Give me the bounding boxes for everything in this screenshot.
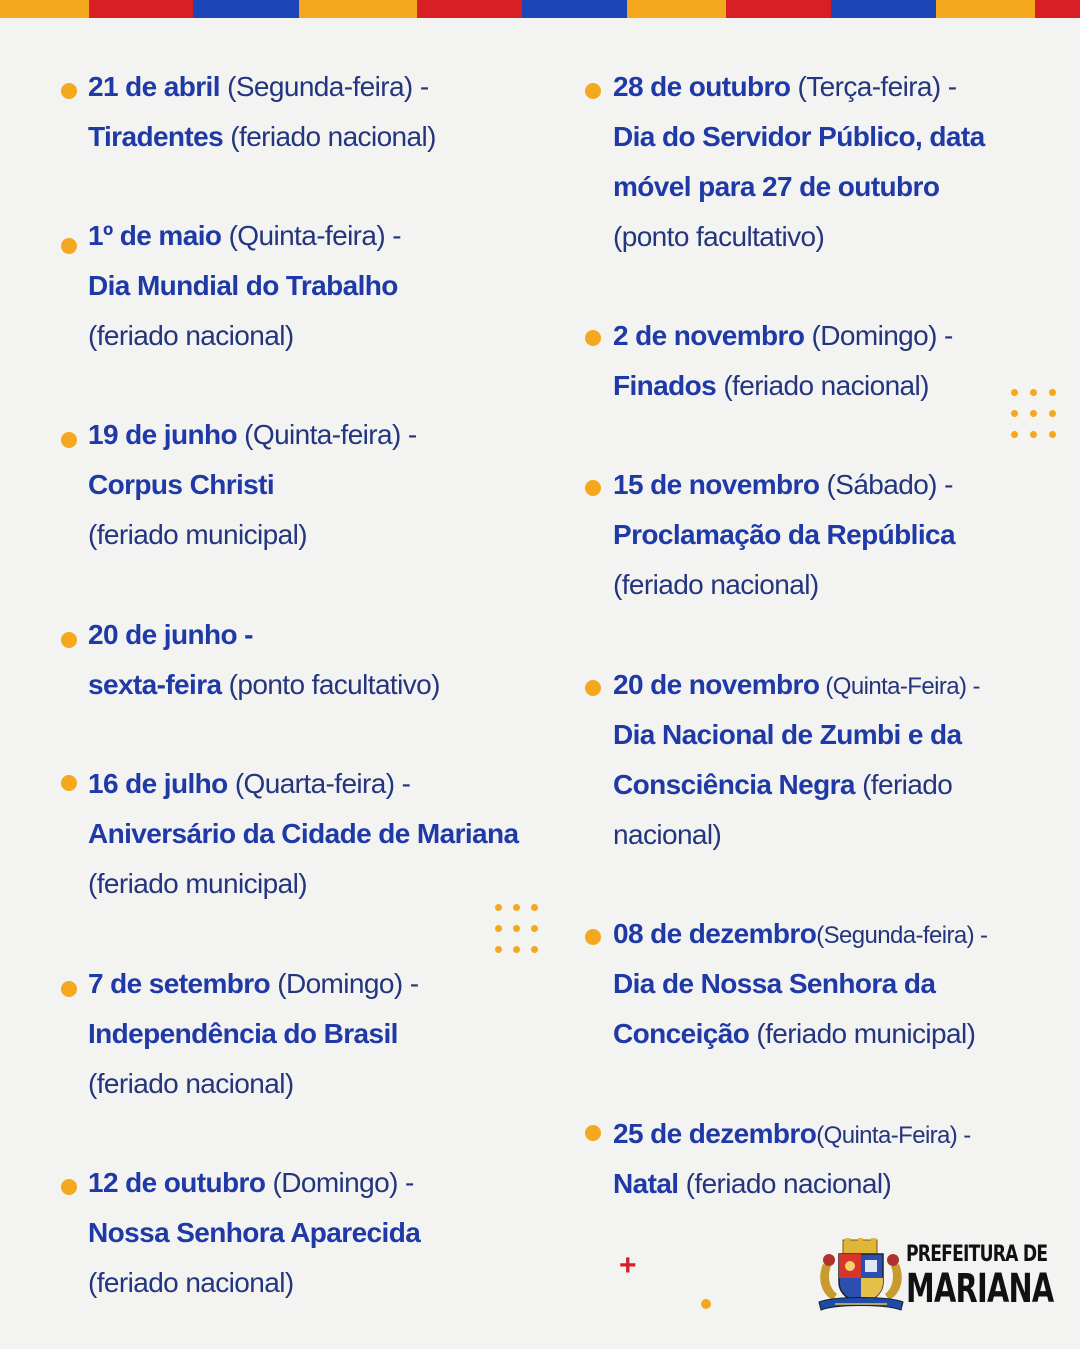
bullet-icon — [585, 480, 601, 496]
stripe-segment — [417, 0, 522, 18]
holiday-entry-right-5 — [613, 909, 1053, 1059]
holiday-type-cont: nacional) — [613, 819, 722, 850]
stripe-segment — [627, 0, 726, 18]
holiday-date: 28 de outubro — [613, 71, 791, 102]
bullet-icon — [61, 1179, 77, 1195]
holiday-entry-left-3 — [88, 410, 558, 560]
holiday-weekday: (Segunda-feira) - — [816, 922, 988, 949]
holiday-name: Dia de Nossa Senhora da — [613, 968, 936, 999]
holiday-date: 19 de junho — [88, 419, 237, 450]
holiday-date: 21 de abril — [88, 71, 220, 102]
holiday-name: Dia do Servidor Público, data — [613, 121, 985, 152]
holiday-date: 25 de dezembro — [613, 1118, 817, 1149]
holiday-weekday: (Segunda-feira) - — [219, 71, 429, 102]
holiday-entry-left-6 — [88, 959, 558, 1109]
holiday-name: Independência do Brasil — [88, 1018, 398, 1049]
plus-icon: + — [619, 1249, 637, 1282]
stripe-segment — [0, 0, 89, 18]
bullet-icon — [585, 680, 601, 696]
holiday-type: (feriado nacional) — [716, 370, 929, 401]
bullet-icon — [61, 981, 77, 997]
bullet-icon — [585, 83, 601, 99]
bullet-icon — [61, 238, 77, 254]
holiday-date: 20 de novembro — [613, 669, 820, 700]
prefeitura-logo — [815, 1238, 1054, 1314]
holiday-entry-right-4 — [613, 660, 1053, 860]
holiday-date: 12 de outubro — [88, 1167, 266, 1198]
holiday-type: (feriado nacional) — [88, 1068, 294, 1099]
holiday-type: (feriado nacional) — [88, 320, 294, 351]
holiday-name: Aniversário da Cidade de Mariana — [88, 818, 519, 849]
top-color-stripe — [0, 0, 1080, 18]
holiday-weekday: (Domingo) - — [265, 1167, 414, 1198]
bullet-icon — [585, 330, 601, 346]
decorative-dot-grid-right — [1011, 389, 1057, 439]
holiday-name: Nossa Senhora Aparecida — [88, 1217, 421, 1248]
holiday-weekday: (Quinta-Feira) - — [819, 673, 980, 700]
holiday-name: Finados — [613, 370, 717, 401]
holiday-weekday: (Sábado) - — [819, 469, 953, 500]
holiday-entry-left-2 — [88, 211, 558, 361]
decorative-dot-grid-center — [495, 904, 541, 954]
holiday-weekday: (Terça-feira) - — [790, 71, 957, 102]
holiday-name: Natal — [613, 1168, 679, 1199]
holiday-weekday: (Domingo) - — [804, 320, 953, 351]
stripe-segment — [193, 0, 299, 18]
holiday-type: (feriado nacional) — [678, 1168, 892, 1199]
logo-text — [906, 1242, 1054, 1312]
holiday-entry-right-2 — [613, 311, 1053, 411]
holiday-date: 7 de setembro — [88, 968, 271, 999]
holiday-name: Proclamação da República — [613, 519, 955, 550]
holiday-entry-right-1 — [613, 62, 1053, 262]
logo-line-1: PREFEITURA DE — [906, 1242, 1048, 1267]
stripe-segment — [1035, 0, 1080, 18]
bullet-icon — [61, 775, 77, 791]
holiday-entry-left-5 — [88, 759, 568, 909]
holiday-entry-left-7 — [88, 1158, 558, 1308]
holiday-weekday: (Quarta-feira) - — [227, 768, 411, 799]
holiday-weekday: (Quinta-feira) - — [221, 220, 402, 251]
holiday-name-cont: Consciência Negra — [613, 769, 855, 800]
holiday-date: 16 de julho — [88, 768, 228, 799]
bullet-icon — [585, 1125, 601, 1141]
bullet-icon — [585, 929, 601, 945]
logo-line-2: MARIANA — [906, 1266, 1054, 1312]
holiday-name: Tiradentes — [88, 121, 224, 152]
holiday-type: (feriado nacional) — [88, 1267, 294, 1298]
stripe-segment — [299, 0, 417, 18]
holiday-type: (feriado nacional) — [613, 569, 819, 600]
holiday-date: 2 de novembro — [613, 320, 805, 351]
mariana-coat-of-arms-icon — [815, 1238, 907, 1314]
holiday-name: Dia Mundial do Trabalho — [88, 270, 398, 301]
holiday-entry-right-3 — [613, 460, 1053, 610]
holiday-date: 1º de maio — [88, 220, 222, 251]
stripe-segment — [936, 0, 1035, 18]
holiday-weekday: (Quinta-Feira) - — [816, 1122, 971, 1149]
holiday-type: (ponto facultativo) — [613, 221, 825, 252]
holiday-type: (feriado municipal) — [749, 1018, 976, 1049]
stripe-segment — [831, 0, 936, 18]
stripe-segment — [726, 0, 831, 18]
holiday-weekday: (Domingo) - — [270, 968, 419, 999]
holiday-entry-right-6 — [613, 1109, 1053, 1209]
holiday-name: Corpus Christi — [88, 469, 275, 500]
holiday-name-cont: móvel para 27 de outubro — [613, 171, 940, 202]
holiday-name-cont: Conceição — [613, 1018, 750, 1049]
holiday-date: 08 de dezembro — [613, 918, 817, 949]
holiday-type: (feriado municipal) — [88, 519, 307, 550]
holiday-name: Dia Nacional de Zumbi e da — [613, 719, 962, 750]
holiday-type: (ponto facultativo) — [221, 669, 440, 700]
small-dot-icon — [701, 1299, 711, 1309]
holiday-weekday: (Quinta-feira) - — [236, 419, 417, 450]
bullet-icon — [61, 632, 77, 648]
holiday-type: (feriado municipal) — [88, 868, 307, 899]
stripe-segment — [89, 0, 193, 18]
holiday-type: (feriado nacional) — [223, 121, 436, 152]
holiday-name: sexta-feira — [88, 669, 222, 700]
holiday-date: 20 de junho - — [88, 619, 253, 650]
holiday-type: (feriado — [854, 769, 953, 800]
bullet-icon — [61, 83, 77, 99]
holiday-date: 15 de novembro — [613, 469, 820, 500]
holiday-entry-left-1 — [88, 62, 558, 212]
bullet-icon — [61, 432, 77, 448]
holiday-entry-left-4 — [88, 610, 558, 710]
stripe-segment — [522, 0, 627, 18]
